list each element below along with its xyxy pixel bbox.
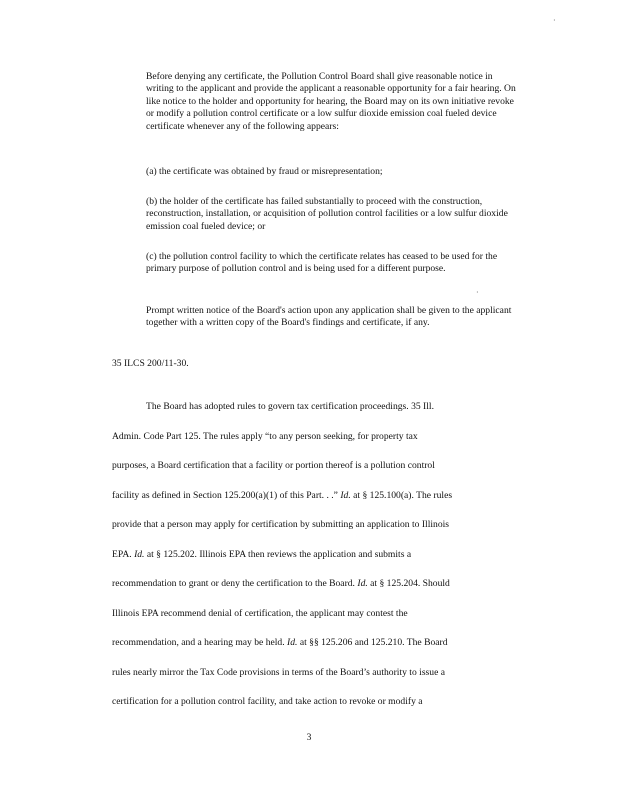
body-line-8: Illinois EPA recommend denial of certification, the applicant may contest the	[112, 608, 408, 619]
id-citation: Id.	[134, 549, 145, 560]
body-line-10: rules nearly mirror the Tax Code provisions in terms of the Board’s authority to issue a	[112, 667, 446, 678]
body-line-1: The Board has adopted rules to govern tax certification proceedings. 35 Ill.	[146, 401, 434, 412]
quote-closing-paragraph: Prompt written notice of the Board's action upon any application shall be given to the applicant together with a written copy of the Board's findings and certificate, if any.	[146, 305, 512, 329]
body-line-7-text: recommendation to grant or deny the certification to the Board.	[112, 578, 355, 589]
id-citation: Id.	[287, 637, 298, 648]
quote-item-b: (b) the holder of the certificate has failed substantially to proceed with the construction, reconstruction, installation, or acquisition of pollution control facilities or a low sulfur dioxide emission coal fueled device; or	[146, 196, 508, 232]
quote-intro-paragraph: Before denying any certificate, the Pollution Control Board shall give reasonable notice in writing to the applicant and provide the applicant a reasonable opportunity for a fair hearing. On like notice to the holder and opportunity for hearing, the Board may on its own initiative revoke or modify a pollution control certificate or a low sulfur dioxide emission coal fueled device certificate whenever any of the following appears:	[146, 71, 516, 132]
stray-speck: ·	[476, 288, 479, 297]
body-line-9-tail: at §§ 125.206 and 125.210. The Board	[297, 637, 448, 648]
body-line-7	[112, 578, 450, 590]
body-line-5: provide that a person may apply for certification by submitting an application to Illinois	[112, 519, 450, 530]
body-line-11: certification for a pollution control facility, and take action to revoke or modify a	[112, 696, 423, 707]
body-line-7-tail: at § 125.204. Should	[367, 578, 450, 589]
body-line-6-text: EPA.	[112, 549, 132, 560]
id-citation: Id.	[340, 490, 351, 501]
body-line-9-text: recommendation, and a hearing may be held.	[112, 637, 285, 648]
quote-item-a: (a) the certificate was obtained by fraud or misrepresentation;	[146, 166, 383, 177]
id-citation: Id.	[357, 578, 368, 589]
body-line-6-tail: at § 125.202. Illinois EPA then reviews the application and submits a	[144, 549, 412, 560]
page-number: 3	[306, 732, 312, 743]
body-line-6	[112, 549, 411, 561]
body-line-4-tail: at § 125.100(a). The rules	[350, 490, 453, 501]
statute-citation: 35 ILCS 200/11-30.	[112, 358, 189, 369]
body-line-2: Admin. Code Part 125. The rules apply “to any person seeking, for property tax	[112, 431, 418, 442]
corner-speck: ·	[553, 16, 556, 25]
body-line-3: purposes, a Board certification that a facility or portion thereof is a pollution control	[112, 460, 435, 471]
body-line-9	[112, 637, 448, 649]
quote-item-c: (c) the pollution control facility to which the certificate relates has ceased to be used for the primary purpose of pollution control and is being used for a different purpose.	[146, 251, 498, 275]
body-line-4-text: facility as defined in Section 125.200(a)(1) of this Part. . .”	[112, 490, 338, 501]
body-line-4	[112, 490, 452, 502]
